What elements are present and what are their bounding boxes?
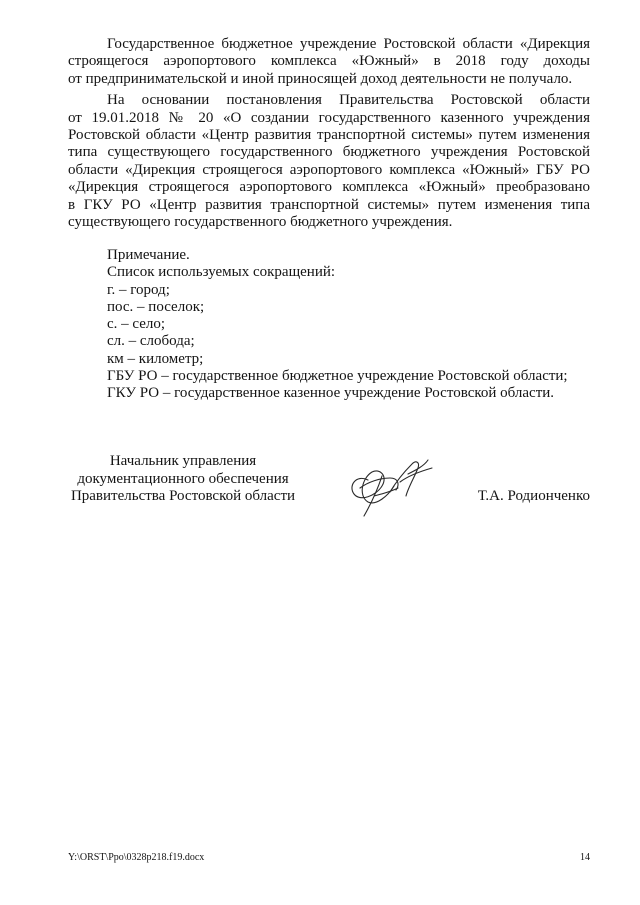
abbreviation-item: сл. – слобода; xyxy=(107,333,195,350)
paragraph-line: Государственное бюджетное учреждение Ростовской области «Дирекция xyxy=(107,36,590,52)
abbreviation-item: пос. – поселок; xyxy=(107,298,205,315)
abbreviations-note xyxy=(107,247,590,403)
position-line: документационного обеспечения xyxy=(77,470,289,487)
handwritten-signature xyxy=(338,452,438,522)
paragraph-line: существующего государственного бюджетного учреждения. xyxy=(68,214,453,231)
signatory-position xyxy=(68,453,298,506)
position-line: Правительства Ростовской области xyxy=(70,488,296,504)
footer-file-path: Y:\ORST\Ppo\0328p218.f19.docx xyxy=(68,852,205,863)
abbreviation-item: ГБУ РО – государственное бюджетное учреждение Ростовской области; xyxy=(107,368,568,385)
signatory-name: Т.А. Родионченко xyxy=(477,488,590,504)
paragraph-line: «Дирекция строящегося аэропортового комплекса «Южный» преобразовано xyxy=(68,179,590,196)
page-number: 14 xyxy=(580,852,590,863)
abbreviation-item: г. – город; xyxy=(107,281,170,298)
paragraph-line: в ГКУ РО «Центр развития транспортной системы» путем изменения типа xyxy=(68,196,590,213)
paragraph-line: области «Дирекция строящегося аэропортового комплекса «Южный» ГБУ РО xyxy=(68,161,590,178)
note-list-title: Список используемых сокращений: xyxy=(107,264,336,281)
paragraph-line: от предпринимательской и иной приносящей доход деятельности не получало. xyxy=(68,70,573,87)
paragraph-line: На основании постановления Правительства Ростовской области xyxy=(107,92,590,109)
paragraph-reorganization xyxy=(68,92,590,231)
abbreviation-item: с. – село; xyxy=(107,316,166,333)
position-line: Начальник управления xyxy=(109,453,257,469)
paragraph-line: типа существующего государственного бюджетного учреждения Ростовской xyxy=(68,144,590,161)
paragraph-line: строящегося аэропортового комплекса «Южный» в 2018 году доходы xyxy=(68,53,590,70)
paragraph-income-statement xyxy=(68,36,590,88)
abbreviation-item: ГКУ РО – государственное казенное учреждение Ростовской области. xyxy=(107,385,555,402)
note-title: Примечание. xyxy=(107,247,190,263)
abbreviation-item: км – километр; xyxy=(107,350,204,367)
paragraph-line: от 19.01.2018 № 20 «О создании государственного казенного учреждения xyxy=(68,109,590,126)
paragraph-line: Ростовской области «Центр развития транспортной системы» путем изменения xyxy=(68,127,590,144)
